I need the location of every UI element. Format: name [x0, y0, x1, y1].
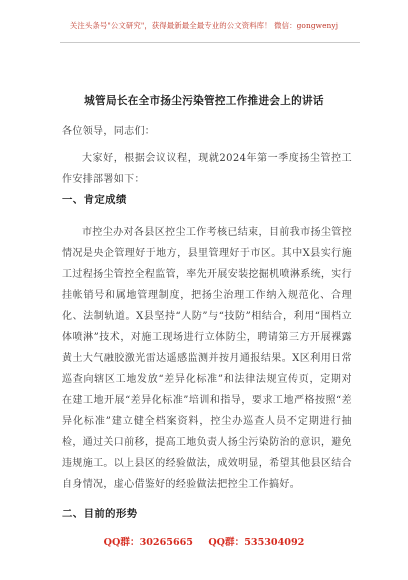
- salutation: 各位领导，同志们：: [62, 126, 156, 137]
- footer-contact: [20, 534, 388, 548]
- section-1-paragraph: 市控尘办对各县区控尘工作考核已结束，目前我市扬尘管控情况是央企管理好于地方，县里管理好于市区。其中X县实行施工过程扬尘管控全程监管，率先开展安装挖掘机喷淋系统，实行挂帐销号和属地管理制度，把扬尘治理工作纳入规范化、合理化、法制轨道。X县坚持“人防”与“技防”相结合，利用“围档立体喷淋”技术，对施工现场进行立体防尘，聘请第三方开展裸露黄土大气融胶激光雷达遥感监测并按月通报结果。X区利用日常巡查向辖区工地发放“差异化标准”和法律法规宣传页，定期对在建工地开展“差异化标准”培训和指导，要求工地严格按照“差异化标准”建立健全档案资料，控尘办巡查人员不定期进行抽检，通过关口前移，提高工地负责人扬尘污染防治的意识，避免违规施工。以上县区的经验做法，成效明显，希望其他县区结合自身情况，虚心借鉴好的经验做法把控尘工作搞好。: [62, 227, 352, 490]
- footer-qq-group-1: QQ群：30265665: [103, 537, 193, 548]
- section-heading-2: 二、目前的形势: [62, 508, 138, 520]
- document-title: 城管局长在全市扬尘污染管控工作推进会上的讲话: [84, 95, 324, 107]
- header-banner: 关注头条号"公文研究"，获得最新最全最专业的公文资料库！ 微信：gongwenyj: [69, 21, 339, 30]
- section-heading-1: 一、肯定成绩: [62, 194, 127, 206]
- footer-qq-group-2: QQ群：535304092: [208, 537, 305, 548]
- intro-paragraph: 大家好，根据会议议程，现就2024年第一季度扬尘管控工作安排部署如下：: [62, 153, 352, 185]
- header-divider: [60, 42, 360, 43]
